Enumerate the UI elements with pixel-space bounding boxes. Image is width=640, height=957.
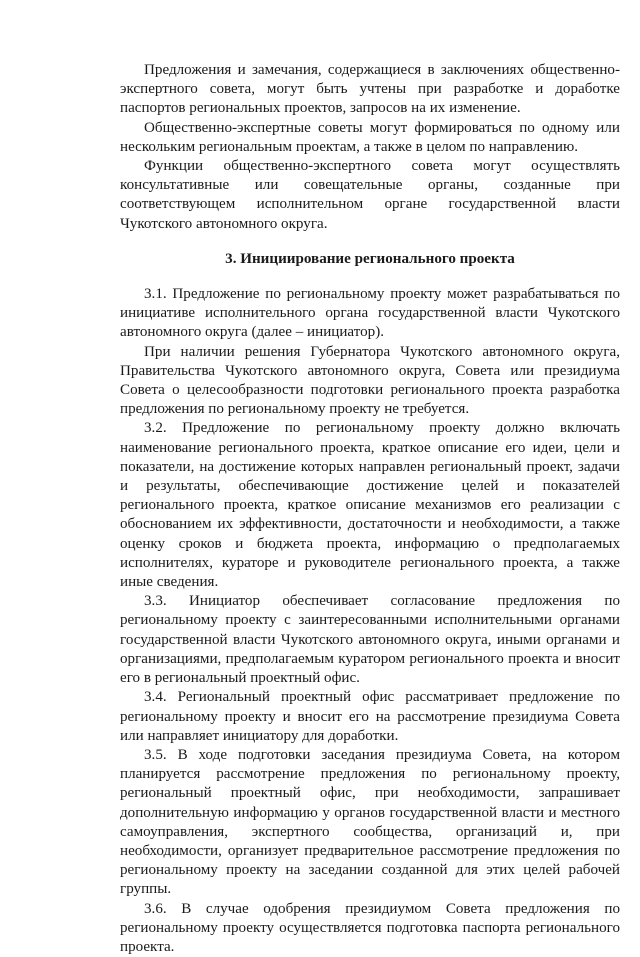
paragraph-expert-councils-formation: Общественно-экспертные советы могут формироваться по одному или нескольким региональным проектам, а также в целом по направлению. xyxy=(120,119,620,155)
paragraph-governor-decision: При наличии решения Губернатора Чукотского автономного округа, Правительства Чукотского автономного округа, Совета или президиума Совета о целесообразности подготовки регионального проекта разработка предложения по региональному проекту не требуется. xyxy=(120,343,620,418)
paragraph-3-4: 3.4. Региональный проектный офис рассматривает предложение по региональному проекту и вносит его на рассмотрение президиума Совета или направляет инициатору для доработки. xyxy=(120,689,620,744)
paragraph-3-3: 3.3. Инициатор обеспечивает согласование предложения по региональному проекту с заинтересованными исполнительными органами государственной власти Чукотского автономного округа, иными органами и организациями, предполагаемым куратором регионального проекта и вносит его в региональный проектный офис. xyxy=(120,593,620,687)
paragraph-3-6: 3.6. В случае одобрения президиумом Совета предложения по региональному проекту осуществляется подготовка паспорта регионального проекта. xyxy=(120,900,620,955)
paragraph-expert-council-functions: Функции общественно-экспертного совета могут осуществлять консультативные или совещательные органы, созданные при соответствующем исполнительном органе государственной власти Чукотского автономного округа. xyxy=(120,158,620,232)
paragraph-3-5: 3.5. В ходе подготовки заседания президиума Совета, на котором планируется рассмотрение предложения по региональному проекту, региональный проектный офис, при необходимости, запрашивает дополнительную информацию у органов государственной власти и местного самоуправления, экспертного сообщества, организаций и, при необходимости, организует предварительное рассмотрение предложения по региональному проекту на заседании созданной для этих целей рабочей группы. xyxy=(120,746,620,898)
section-heading: 3. Инициирование регионального проекта xyxy=(225,250,515,267)
paragraph-proposals-remarks: Предложения и замечания, содержащиеся в заключениях общественно-экспертного совета, могут быть учтены при разработке и доработке паспортов региональных проектов, запросов на их изменение. xyxy=(120,62,620,117)
paragraph-3-1: 3.1. Предложение по региональному проекту может разрабатываться по инициативе исполнительного органа государственной власти Чукотского автономного округа (далее – инициатор). xyxy=(120,286,620,341)
paragraph-3-2: 3.2. Предложение по региональному проекту должно включать наименование регионального проекта, краткое описание его идеи, цели и показатели, на достижение которых направлен региональный проект, задачи и результаты, обеспечивающие достижение целей и показателей регионального проекта, краткое описание механизмов его реализации с обоснованием их эффективности, достаточности и необходимости, а также оценку сроков и бюджета проекта, информацию о предполагаемых исполнителях, кураторе и руководителе регионального проекта, а также иные сведения. xyxy=(120,420,620,591)
